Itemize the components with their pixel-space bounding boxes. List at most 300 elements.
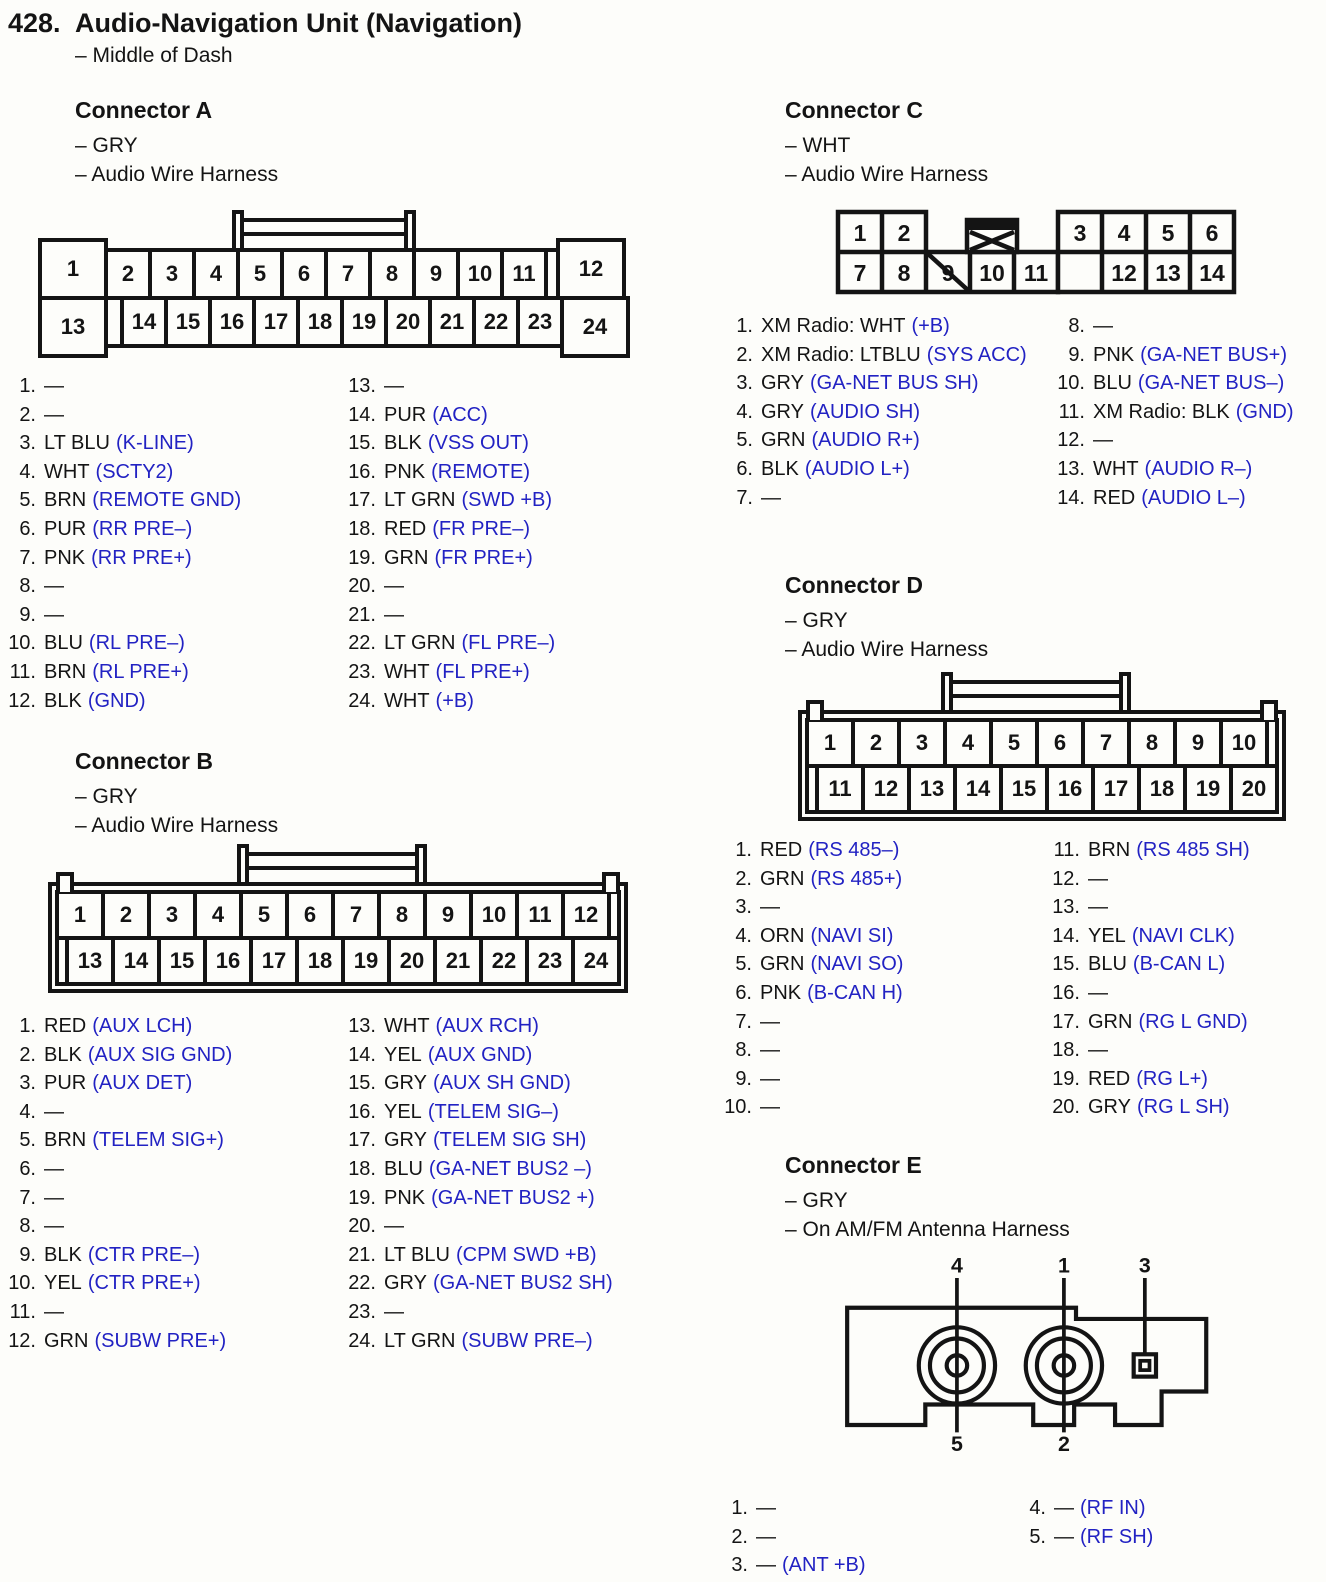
pin-function: (RS 485–) [808, 839, 900, 861]
wire-color: — [384, 375, 404, 397]
pin-row [1010, 1494, 1292, 1523]
pin-cell: 17 [1091, 764, 1141, 814]
wire-color: WHT [384, 689, 430, 712]
pin-number: 13. [348, 1015, 376, 1037]
pin-row [0, 1126, 340, 1155]
pin-function: (AUDIO R+) [811, 429, 920, 452]
pin-label: 2 [1057, 1432, 1070, 1457]
pin-row [340, 544, 676, 573]
pin-number: 3. [736, 372, 753, 395]
wire-color: YEL [384, 1043, 422, 1066]
wire-color: GRY [761, 372, 804, 395]
pin-function: (CTR PRE+) [87, 1272, 201, 1295]
pin-function: (AUDIO L–) [1141, 486, 1246, 509]
connector-c-pin-list-left [717, 312, 1027, 512]
pin-cell: 12 [861, 764, 911, 814]
connector-note: – Audio Wire Harness [75, 814, 279, 837]
pin-cell: 7 [1081, 718, 1131, 768]
wire-color: — [44, 1215, 64, 1238]
wire-color: BLU [1093, 372, 1132, 395]
pin-row [0, 1155, 340, 1184]
wire-color: BLK [44, 1043, 82, 1066]
pin-cell: 4 [943, 718, 993, 768]
wire-color: BRN [44, 1129, 87, 1152]
pin-cell: 20 [387, 936, 437, 986]
wire-color: RED [1088, 1067, 1131, 1090]
connector-a-header [75, 97, 278, 189]
pin-row [340, 1041, 680, 1070]
pin-function: (ANT +B) [782, 1554, 866, 1577]
pin-row [340, 1241, 680, 1270]
pin-label: 3 [1138, 1253, 1151, 1278]
connector-a-pin-list-left [0, 372, 340, 715]
pin-number: 22. [348, 1272, 376, 1295]
pin-row [0, 572, 340, 601]
pin-number: 5. [735, 953, 752, 976]
wire-color: — [44, 1300, 64, 1323]
pin-number: 21. [348, 1243, 376, 1266]
wire-color: PUR [44, 1072, 87, 1095]
pin-cell: 10 [456, 248, 504, 300]
pin-row [716, 979, 1026, 1008]
pin-function: (TELEM SIG–) [427, 1100, 559, 1123]
pin-function: (FR PRE+) [434, 546, 533, 569]
pin-cell: 19 [1183, 764, 1233, 814]
pin-row [0, 1041, 340, 1070]
pin-number: 7. [736, 486, 753, 509]
pin-number: 11. [1053, 839, 1080, 861]
pin-function: (SUBW PRE+) [94, 1329, 227, 1352]
pin-number: 15. [348, 1072, 376, 1095]
pin-cell: 10 [469, 890, 519, 940]
pin-row [0, 1184, 340, 1213]
pin-row [0, 1327, 340, 1356]
pin-function: (TELEM SIG SH) [432, 1129, 587, 1152]
connector-d-header [785, 572, 988, 664]
pin-function: (GND) [1235, 400, 1294, 423]
wire-color: PUR [44, 517, 87, 540]
wire-color: GRN [760, 867, 805, 890]
pin-number: 14. [348, 1043, 376, 1066]
pin-function: (CPM SWD +B) [455, 1243, 597, 1266]
pin-cell: 7 [331, 890, 381, 940]
pin-number: 20. [348, 1215, 376, 1238]
pin-row [1049, 455, 1325, 484]
connector-d-pin-list-left [716, 836, 1026, 1122]
pin-row [1044, 1036, 1326, 1065]
pin-number: 5. [736, 429, 753, 452]
pin-row [340, 1126, 680, 1155]
pin-cell: 4 [193, 890, 243, 940]
pin-function: (RR PRE–) [92, 517, 193, 540]
pin-cell: 15 [164, 296, 212, 348]
connector-note: – GRY [75, 785, 138, 808]
blank-cell [1265, 718, 1279, 768]
keyway-icon [967, 220, 1017, 252]
pin-number: 9. [1068, 343, 1085, 366]
wire-color: XM Radio: LTBLU [761, 343, 921, 366]
pin-row [1044, 1065, 1326, 1094]
pin-row-top [55, 890, 621, 940]
pin-row [0, 544, 340, 573]
pin-number: 6. [735, 981, 752, 1004]
connector-note: – Audio Wire Harness [785, 638, 989, 661]
pin-row-top [38, 238, 626, 300]
pin-function: (NAVI CLK) [1131, 924, 1235, 947]
pin-number: 9. [735, 1067, 752, 1090]
pin-row [0, 486, 340, 515]
pin-cell: 2 [104, 248, 152, 300]
pin-cell: 18 [295, 936, 345, 986]
pin-function: (RG L GND) [1138, 1010, 1248, 1033]
pin-cell: 23 [516, 296, 564, 348]
connector-b-header [75, 748, 278, 840]
connector-b-title: Connector B [75, 748, 213, 774]
wire-color: GRY [384, 1272, 427, 1295]
pin-cell: 4 [192, 248, 240, 300]
pin-function: (NAVI SO) [810, 953, 904, 976]
pin-cell: 22 [479, 936, 529, 986]
pin-cell: 18 [1137, 764, 1187, 814]
pin-cell: 6 [285, 890, 335, 940]
pin-function: (FL PRE–) [461, 632, 556, 655]
pin-number: 23. [348, 660, 376, 683]
pin-row [712, 1494, 1008, 1523]
pin-row [1049, 341, 1325, 370]
corner-tab [1260, 700, 1278, 720]
pin-cell: 8 [1127, 718, 1177, 768]
wire-color: PNK [760, 981, 802, 1004]
pin-row [0, 429, 340, 458]
pin-row [0, 1069, 340, 1098]
pin-row [716, 893, 1026, 922]
pin-row [340, 629, 676, 658]
retainer-clip-bar [949, 680, 1125, 698]
connector-body [798, 710, 1286, 821]
connector-e-pin-list-right [1010, 1494, 1292, 1551]
pin-number: 4. [1029, 1497, 1046, 1519]
pin-number: 12. [8, 689, 36, 712]
pin-cell: 21 [428, 296, 476, 348]
pin-function: (RS 485 SH) [1136, 839, 1250, 861]
pin-cell: 18 [296, 296, 344, 348]
pin-function: (RG L+) [1136, 1067, 1208, 1090]
pin-cell: 8 [368, 248, 416, 300]
pin-row [340, 1269, 680, 1298]
wire-color: — [44, 1186, 64, 1209]
connector-note: – WHT [785, 134, 851, 157]
pin-number: 18. [348, 1157, 376, 1180]
pin-label: 4 [950, 1253, 963, 1278]
wire-color: BLU [384, 1157, 423, 1180]
pin-cell-label: 6 [1205, 220, 1219, 246]
connector-a-diagram [38, 208, 630, 358]
connector-d-diagram [798, 670, 1288, 830]
connector-e-title: Connector E [785, 1152, 922, 1178]
wire-color: PNK [384, 460, 426, 483]
pin-function: (AUX SH GND) [432, 1072, 571, 1095]
corner-tab [602, 872, 620, 892]
pin-function: (FR PRE–) [432, 517, 531, 540]
pin-number: 1. [731, 1497, 748, 1519]
wire-color: — [1088, 1039, 1108, 1062]
pin-row [340, 687, 676, 716]
wire-color: BRN [1088, 839, 1131, 861]
pin-function: (SCTY2) [95, 460, 174, 483]
wire-color: LT GRN [384, 1329, 456, 1352]
pin-row [1044, 1093, 1326, 1122]
wire-color: GRN [761, 429, 806, 452]
pin-cell: 2 [101, 890, 151, 940]
pin-row [1044, 922, 1326, 951]
pin-row [1049, 426, 1325, 455]
pin-function: (AUX DET) [92, 1072, 193, 1095]
wire-color: RED [760, 839, 803, 861]
wire-color: RED [1093, 486, 1136, 509]
pin-row [1044, 950, 1326, 979]
pin-row [1044, 979, 1326, 1008]
pin-function: (FL PRE+) [435, 660, 530, 683]
pin-row [1044, 836, 1326, 865]
pin-row [1044, 1008, 1326, 1037]
blank-cell [607, 890, 621, 940]
wire-color: GRY [384, 1129, 427, 1152]
wire-color: GRN [760, 953, 805, 976]
pin-cell: 11 [500, 248, 548, 300]
pin-number: 9. [19, 1243, 36, 1266]
pin-function: (SYS ACC) [926, 343, 1027, 366]
pin-number: 12. [8, 1329, 36, 1352]
pin-number: 17. [1052, 1010, 1080, 1033]
pin-cell-label: 8 [897, 260, 911, 286]
pin-cell: 11 [815, 764, 865, 814]
connector-note: – GRY [75, 134, 138, 157]
retainer-clip-bar [243, 852, 419, 870]
pin-row [340, 1212, 680, 1241]
wire-color: — [756, 1554, 776, 1577]
wire-color: — [1088, 896, 1108, 919]
wire-color: BRN [44, 660, 87, 683]
pin-number: 8. [19, 1215, 36, 1238]
pin-cell: 13 [38, 296, 108, 358]
pin-row-bottom [805, 764, 1279, 814]
pin-number: 21. [348, 603, 376, 626]
pin-row [0, 372, 340, 401]
wire-color: — [44, 403, 64, 426]
pin-row [717, 484, 997, 513]
pin-row [340, 515, 676, 544]
wire-color: LT GRN [384, 632, 456, 655]
pin-cell: 12 [556, 238, 626, 300]
pin-row [716, 1008, 1026, 1037]
pin-number: 19. [1052, 1067, 1080, 1090]
pin-number: 19. [348, 546, 376, 569]
wire-color: — [1054, 1525, 1074, 1548]
pin-cell: 6 [1035, 718, 1085, 768]
connector-note: – GRY [785, 1189, 848, 1212]
pin-cell: 17 [252, 296, 300, 348]
pin-cell: 5 [236, 248, 284, 300]
wire-color: GRN [44, 1329, 89, 1352]
pin-row [0, 1298, 340, 1327]
pin-function: (GA-NET BUS–) [1137, 372, 1285, 395]
pin-function: (GA-NET BUS+) [1140, 343, 1287, 366]
wire-color: XM Radio: WHT [761, 315, 906, 337]
connector-b-pin-list-left [0, 1012, 340, 1355]
pin-row-bottom [38, 296, 630, 358]
pin-number: 20. [1052, 1096, 1080, 1119]
pin-function: (AUX RCH) [435, 1015, 539, 1037]
pin-number: 5. [19, 489, 36, 512]
pin-function: (B-CAN H) [807, 981, 903, 1004]
pin-number: 8. [735, 1039, 752, 1062]
pin-row [0, 1269, 340, 1298]
pin-row [340, 1012, 680, 1041]
pin-cell: 9 [412, 248, 460, 300]
pin-number: 4. [19, 460, 36, 483]
wire-color: — [44, 375, 64, 397]
pin-row [716, 922, 1026, 951]
pin-cell: 15 [999, 764, 1049, 814]
wire-color: — [1088, 867, 1108, 890]
pin-row-top [805, 718, 1279, 768]
pin-number: 4. [19, 1100, 36, 1123]
pin-function: (B-CAN L) [1132, 953, 1226, 976]
pin-number: 12. [1057, 429, 1085, 452]
pin-function: (GA-NET BUS2 SH) [432, 1272, 613, 1295]
wire-color: BRN [44, 489, 87, 512]
pin-cell: 20 [1229, 764, 1279, 814]
pin-row [340, 458, 676, 487]
connector-d-pin-list-right [1044, 836, 1326, 1122]
wire-color: BLK [384, 432, 422, 455]
pin-function: (GA-NET BUS2 +) [431, 1186, 595, 1209]
pin-function: (SUBW PRE–) [461, 1329, 593, 1352]
pin-cell: 14 [953, 764, 1003, 814]
wire-color: BLU [1088, 953, 1127, 976]
wire-color: YEL [1088, 924, 1126, 947]
pin-row [1049, 369, 1325, 398]
pin-row [717, 369, 997, 398]
pin-cell-label: 4 [1117, 220, 1131, 246]
pin-row [1044, 893, 1326, 922]
pin-number: 3. [731, 1554, 748, 1577]
pin-cell: 14 [120, 296, 168, 348]
connector-a-title: Connector A [75, 97, 213, 123]
pin-cell: 19 [340, 296, 388, 348]
pin-row [1044, 865, 1326, 894]
wire-color: — [1088, 981, 1108, 1004]
pin-number: 13. [1052, 896, 1080, 919]
pin-number: 6. [736, 457, 753, 480]
connector-c-header [785, 97, 988, 189]
pin-cell-label: 5 [1161, 220, 1175, 246]
pin-cell-label: 11 [1023, 260, 1049, 286]
pin-row [717, 312, 997, 341]
wire-color: GRY [761, 400, 804, 423]
pin-number: 1. [735, 839, 752, 861]
pin-row [340, 1069, 680, 1098]
pin-row [716, 1065, 1026, 1094]
pin-cell: 10 [1219, 718, 1269, 768]
wire-color: PNK [384, 1186, 426, 1209]
pin-function: (RL PRE+) [92, 660, 189, 683]
pin-number: 2. [19, 403, 36, 426]
pin-function: (RR PRE+) [91, 546, 192, 569]
pin-cell-label: 9 [941, 260, 955, 286]
pin-cell: 16 [203, 936, 253, 986]
pin-number: 19. [348, 1186, 376, 1209]
pin-row [340, 1327, 680, 1356]
pin-row [0, 401, 340, 430]
pin-function: (NAVI SI) [810, 924, 894, 947]
pin-number: 13. [1057, 457, 1085, 480]
pin-cell: 8 [377, 890, 427, 940]
pin-cell: 3 [147, 890, 197, 940]
pin-number: 3. [735, 896, 752, 919]
pin-row [717, 426, 997, 455]
pin-row [340, 429, 676, 458]
pin-number: 10. [8, 632, 36, 655]
wire-color: — [1054, 1497, 1074, 1519]
pin-row [1049, 398, 1325, 427]
pin-number: 5. [19, 1129, 36, 1152]
pin-cell: 6 [280, 248, 328, 300]
connector-c-pin-list-right [1049, 312, 1325, 512]
pin-row [0, 687, 340, 716]
pin-row [716, 836, 1026, 865]
pin-number: 15. [348, 432, 376, 455]
pin-cell: 17 [249, 936, 299, 986]
pin-number: 3. [19, 1072, 36, 1095]
pin-cell-label: 10 [979, 260, 1005, 286]
pin-function: (RG L SH) [1136, 1096, 1230, 1119]
pin-row [0, 1212, 340, 1241]
connector-b-pin-list-right [340, 1012, 680, 1355]
wire-color: GRY [1088, 1096, 1131, 1119]
pin-row [0, 1241, 340, 1270]
pin-number: 5. [1029, 1525, 1046, 1548]
pin-number: 2. [731, 1525, 748, 1548]
pin-number: 1. [19, 1015, 36, 1037]
pin-number: 3. [19, 432, 36, 455]
pin-number: 6. [19, 1157, 36, 1180]
pin-cell: 24 [560, 296, 630, 358]
pin-number: 13. [348, 375, 376, 397]
wire-color: — [44, 1100, 64, 1123]
pin-function: (RF IN) [1080, 1497, 1146, 1519]
pin-row [1049, 484, 1325, 513]
pin-row [340, 1098, 680, 1127]
pin-function: (VSS OUT) [427, 432, 529, 455]
pin-function: (+B) [911, 315, 950, 337]
pin-cell: 16 [1045, 764, 1095, 814]
page-subtitle: – Middle of Dash [75, 44, 233, 67]
pin-row [340, 372, 676, 401]
wire-color: LT GRN [384, 489, 456, 512]
pin-cell-label: 1 [853, 220, 867, 246]
pin-number: 14. [1057, 486, 1085, 509]
wire-color: — [384, 1300, 404, 1323]
pin-row-bottom [55, 936, 621, 986]
corner-tab [806, 700, 824, 720]
wire-color: — [44, 1157, 64, 1180]
pin-function: (GA-NET BUS SH) [809, 372, 979, 395]
pin-number: 10. [1057, 372, 1085, 395]
connector-body [48, 882, 628, 993]
pin-number: 23. [348, 1300, 376, 1323]
pin-number: 8. [19, 575, 36, 598]
